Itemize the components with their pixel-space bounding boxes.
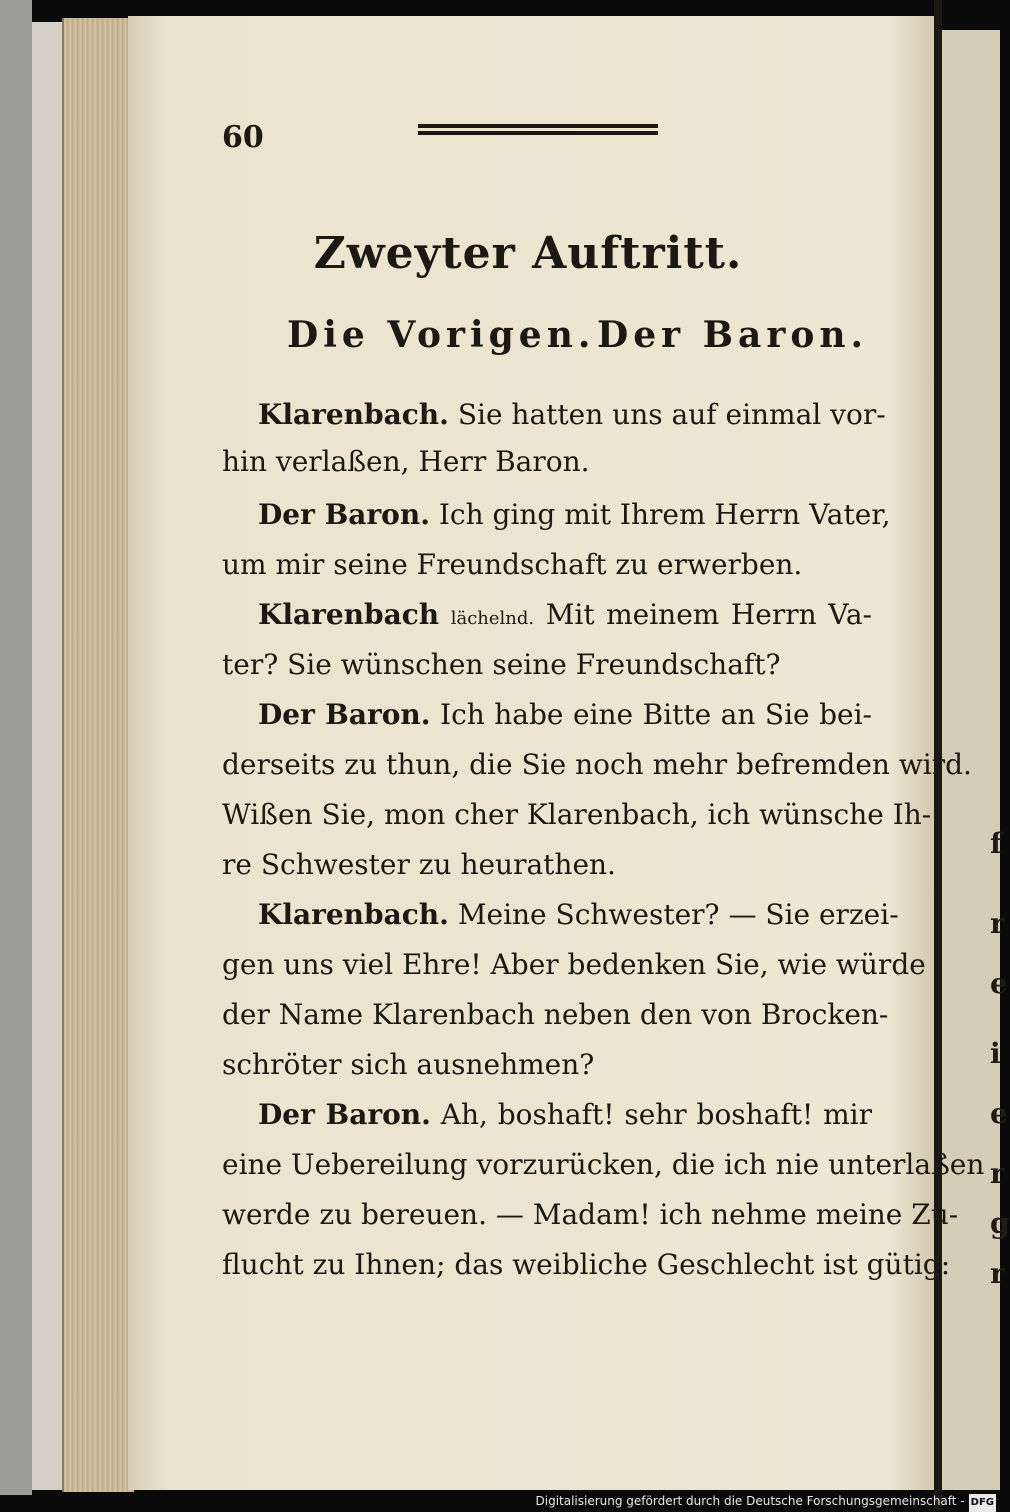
dialogue-text: Mit meinem Herrn Va-: [545, 598, 873, 631]
dialogue-text: um mir seine Freundschaft zu erwerben.: [222, 548, 803, 581]
dialogue-line: [222, 548, 872, 581]
dialogue-text: ter? Sie wünschen seine Freundschaft?: [222, 648, 781, 681]
speaker-name: Der Baron.: [258, 698, 431, 731]
dialogue-text: derseits zu thun, die Sie noch mehr befremden wird.: [222, 748, 972, 781]
dialogue-text: eine Uebereilung vorzurücken, die ich nie unterlaßen: [222, 1148, 985, 1181]
header-rule: [418, 124, 658, 135]
dialogue-text: Ah, boshaft! sehr boshaft! mir: [440, 1098, 872, 1131]
dialogue-line: [222, 998, 889, 1031]
dialogue-line: [222, 1148, 985, 1181]
speaker-name: Klarenbach.: [258, 898, 449, 931]
dialogue-line: [258, 1098, 872, 1131]
page-number: 60: [222, 120, 264, 155]
dialogue-text: Sie hatten uns auf einmal vor-: [457, 398, 886, 431]
dialogue-line: [222, 1248, 951, 1281]
dialogue-text: hin verlaßen, Herr Baron.: [222, 445, 590, 478]
dialogue-text: Wißen Sie, mon cher Klarenbach, ich wünsche Ih-: [222, 798, 932, 831]
facing-page-edge: f r e i e r g r: [942, 30, 1000, 1490]
footer-credit: [536, 1492, 997, 1510]
dialogue-text: werde zu bereuen. — Madam! ich nehme meine Zu-: [222, 1198, 959, 1231]
dialogue-line: [258, 698, 872, 731]
dialogue-text: flucht zu Ihnen; das weibliche Geschlecht ist gütig:: [222, 1248, 951, 1281]
dialogue-line: [222, 648, 872, 681]
speaker-name: Klarenbach: [258, 598, 440, 631]
speaker-name: Der Baron.: [258, 1098, 431, 1131]
dialogue-line: [222, 848, 872, 881]
background-left: [0, 0, 32, 1495]
dialogue-text: der Name Klarenbach neben den von Brocken-: [222, 998, 889, 1031]
dialogue-line: [222, 748, 972, 781]
dialogue-text: schröter sich ausnehmen?: [222, 1048, 595, 1081]
dialogue-text: Ich habe eine Bitte an Sie bei-: [440, 698, 872, 731]
bleed-through: [580, 185, 910, 221]
dialogue-line: [222, 1198, 959, 1231]
dialogue-line: [258, 498, 891, 531]
dialogue-line: [222, 1048, 872, 1081]
dialogue-line: [258, 598, 872, 631]
dialogue-line: [258, 898, 899, 931]
footer-text: Digitalisierung gefördert durch die Deutsche Forschungsgemeinschaft -: [535, 1494, 965, 1508]
dialogue-text: re Schwester zu heurathen.: [222, 848, 616, 881]
dialogue-text: Ich ging mit Ihrem Herrn Vater,: [438, 498, 891, 531]
dialogue-text: Meine Schwester? — Sie erzei-: [457, 898, 899, 931]
scene-title: [0, 228, 1000, 279]
dialogue-line: [222, 798, 932, 831]
dialogue-line: [258, 398, 886, 431]
dialogue-line: [222, 445, 872, 478]
scene-title-text: Zweyter Auftritt.: [313, 228, 743, 279]
speaker-name: Klarenbach.: [258, 398, 449, 431]
dialogue-line: [222, 948, 926, 981]
dialogue-text: gen uns viel Ehre! Aber bedenken Sie, wie würde: [222, 948, 926, 981]
stage-direction: lächelnd.: [450, 608, 535, 629]
speaker-name: Der Baron.: [258, 498, 430, 531]
cast-right: Der Baron.: [597, 314, 869, 356]
dfg-logo: DFG: [969, 1494, 996, 1512]
cast-left: Die Vorigen.: [287, 314, 596, 356]
